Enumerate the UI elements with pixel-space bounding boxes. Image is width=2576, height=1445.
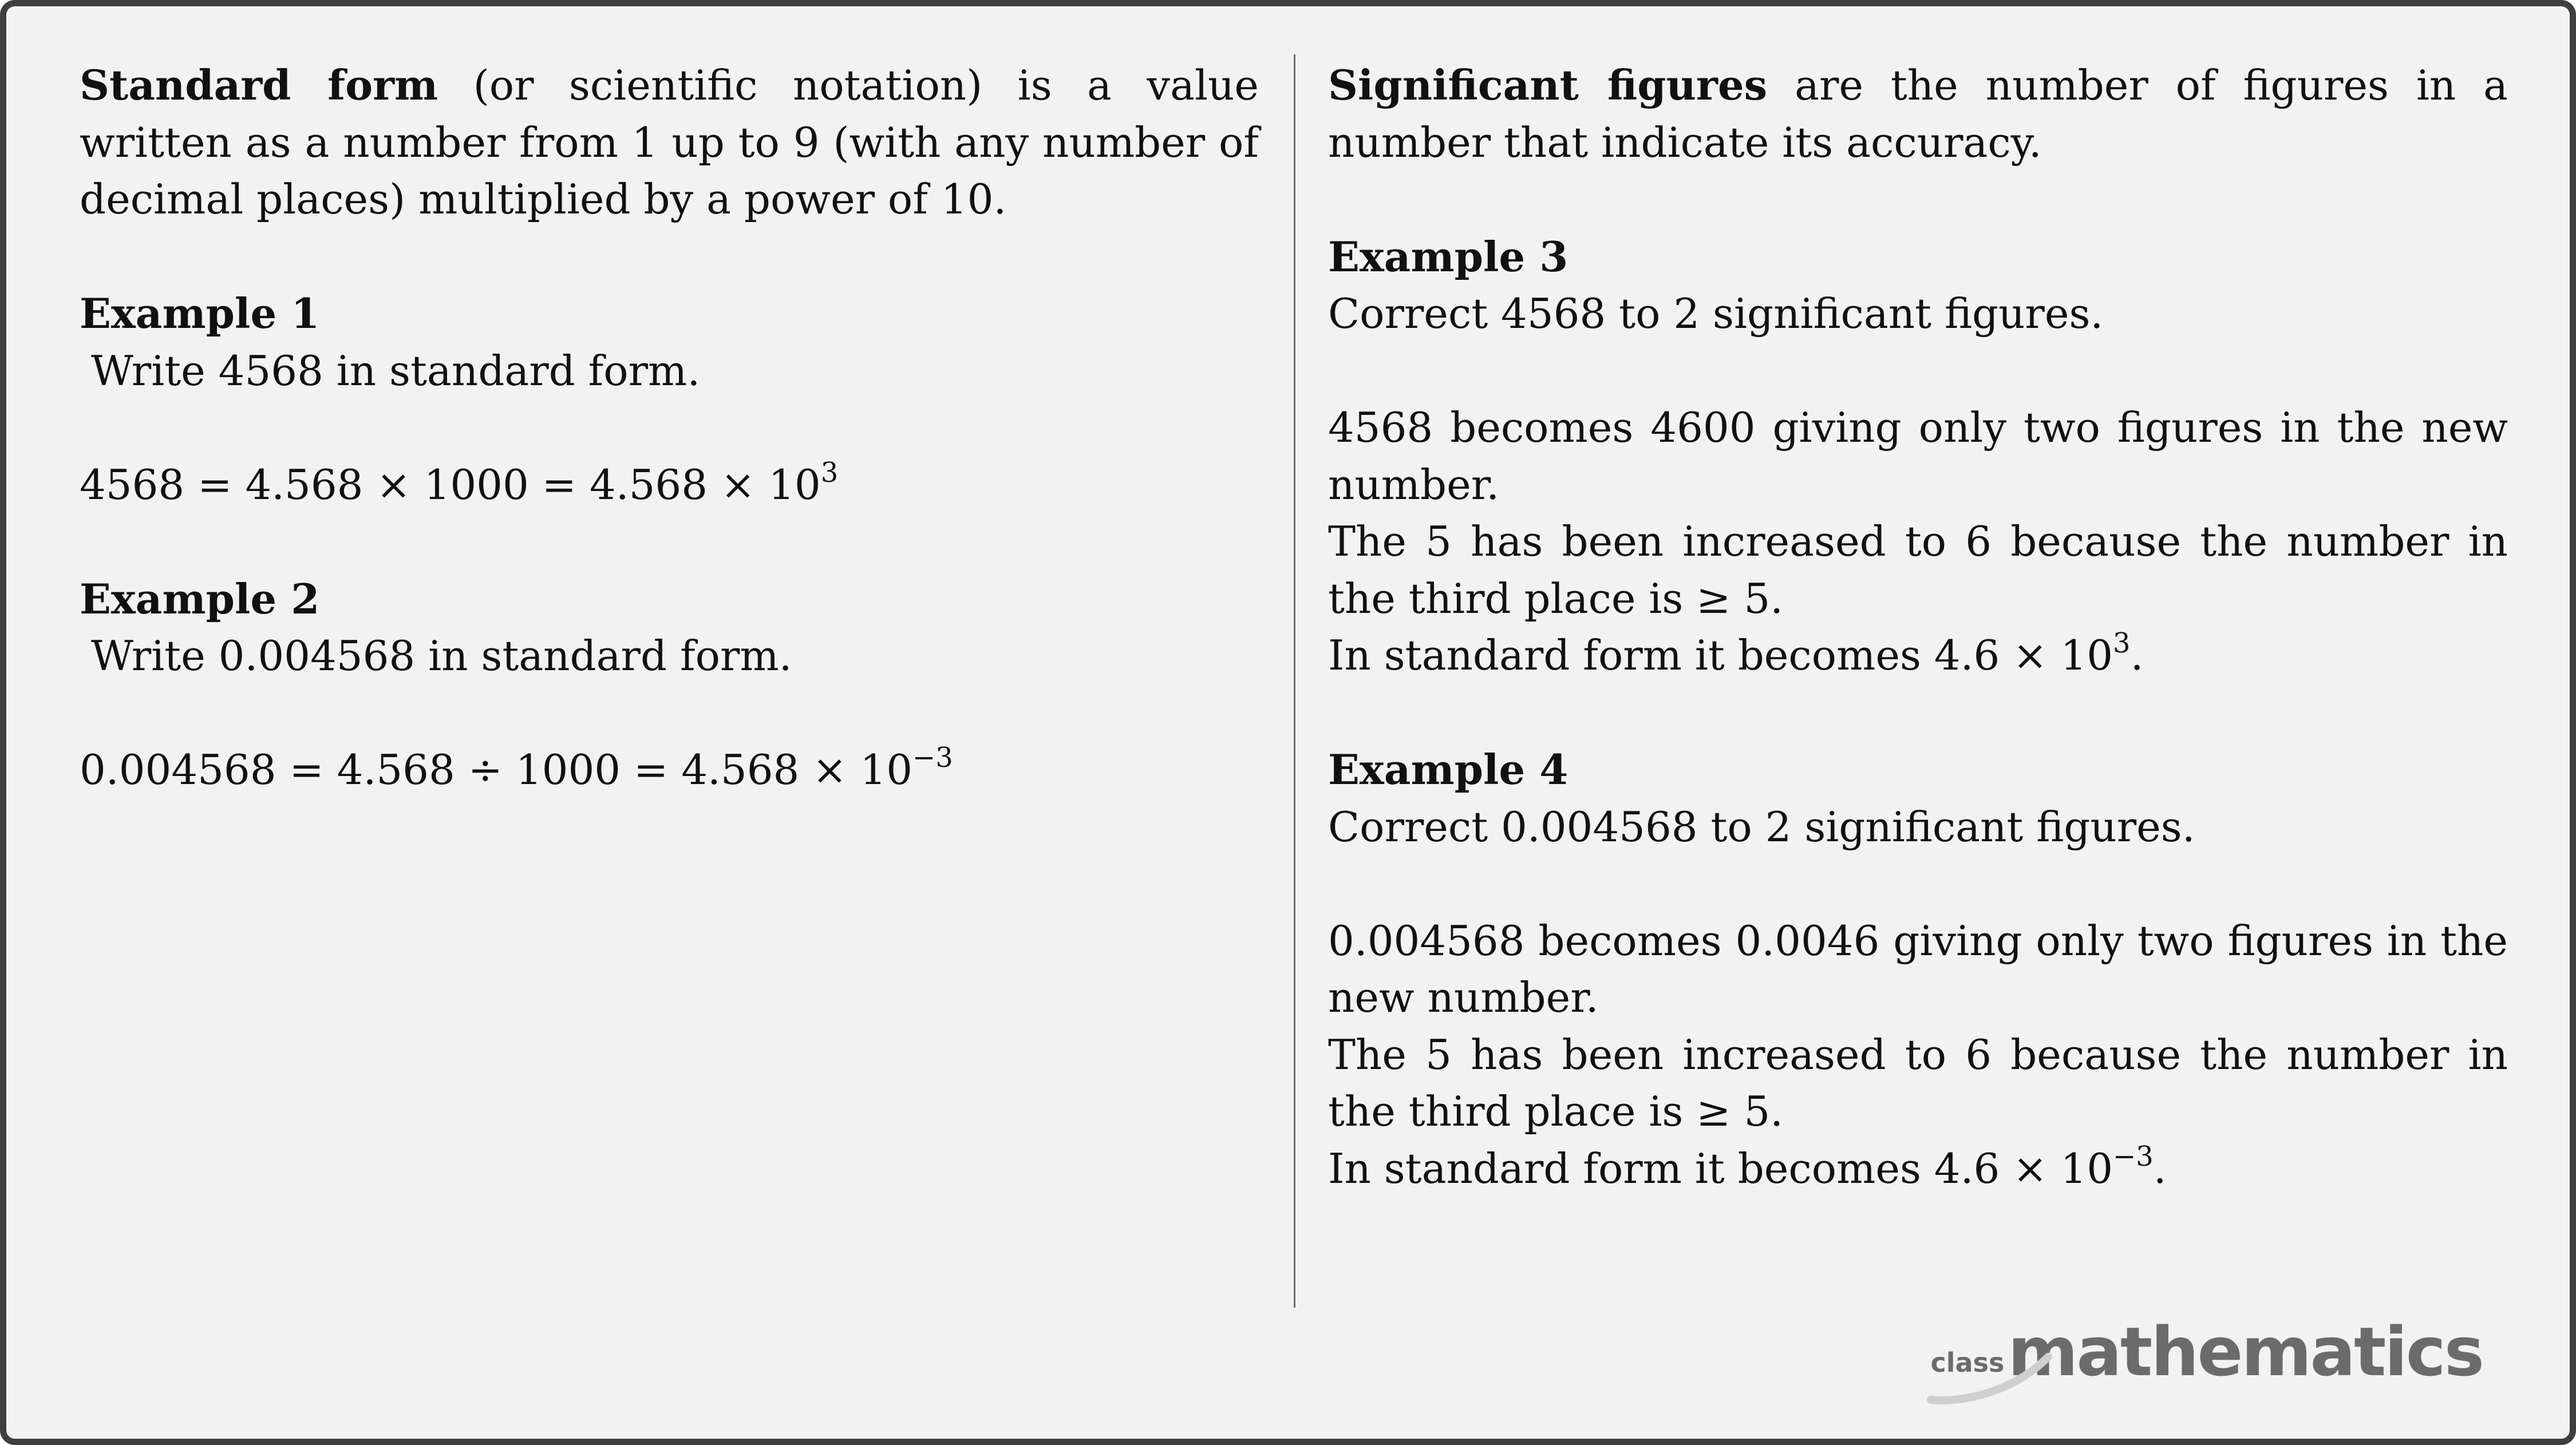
significant-figures-column [1328,57,2508,1197]
example-2-title: Example 2 [80,574,320,623]
example-4-prompt: Correct 0.004568 to 2 significant figures. [1328,802,2195,851]
class-mathematics-logo [1931,1312,2483,1404]
example-1-heading [80,285,1259,343]
example-4-standard-form [1328,1141,2508,1198]
standard-form-column [80,57,1259,799]
example-2-heading [80,571,1259,628]
example-2-equation-text: 0.004568 = 4.568 ÷ 1000 = 4.568 × 10 [80,746,913,794]
example-4-period: . [2153,1144,2167,1193]
example-1-exponent: 3 [820,456,839,489]
logo-main-text: mathematics [2008,1312,2483,1391]
example-3-exponent: 3 [2113,627,2131,659]
column-divider [1294,54,1295,1308]
example-3-result: 4568 becomes 4600 giving only two figures in the new number. [1328,403,2508,509]
example-3-prompt: Correct 4568 to 2 significant figures. [1328,290,2104,338]
example-4-heading [1328,741,2508,799]
example-1-prompt: Write 4568 in standard form. [91,346,701,395]
logo-small-text: class [1930,1347,2005,1378]
example-3-period: . [2130,631,2144,679]
example-2-prompt: Write 0.004568 in standard form. [91,632,792,680]
standard-form-term: Standard form [80,61,438,109]
example-3-title: Example 3 [1328,232,1568,281]
example-1-title: Example 1 [80,289,320,338]
example-4-result: 0.004568 becomes 0.0046 giving only two figures in the new number. [1328,916,2508,1022]
example-3-standard-form-text: In standard form it becomes 4.6 × 10 [1328,631,2113,679]
standard-form-description: (or scientific notation) is a value written as a number from 1 up to 9 (with any number of decimal places) multiplied by a power of 10. [80,61,1259,223]
example-3-standard-form [1328,627,2508,684]
example-2-equation [80,742,1259,799]
significant-figures-term: Significant figures [1328,61,1768,109]
standard-form-definition [80,57,1259,228]
significant-figures-definition [1328,57,2508,171]
significant-figures-description: are the number of figures in a number that indicate its accuracy. [1328,61,2508,167]
example-1-equation [80,457,1259,514]
example-1-equation-text: 4568 = 4.568 × 1000 = 4.568 × 10 [80,460,821,509]
example-3-explanation: The 5 has been increased to 6 because the number in the third place is ≥ 5. [1328,517,2508,623]
example-4-explanation: The 5 has been increased to 6 because the number in the third place is ≥ 5. [1328,1030,2508,1135]
example-2-exponent: −3 [912,742,953,774]
example-3-heading [1328,228,2508,286]
example-4-title: Example 4 [1328,745,1568,794]
example-4-exponent: −3 [2113,1140,2154,1173]
example-4-standard-form-text: In standard form it becomes 4.6 × 10 [1328,1144,2113,1193]
